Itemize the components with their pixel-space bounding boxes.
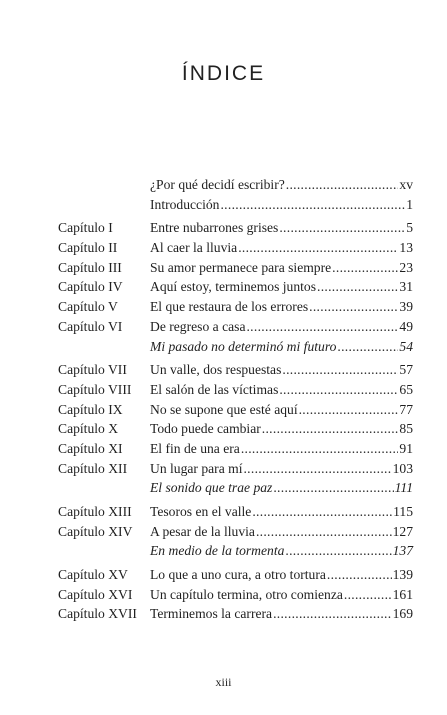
table-of-contents: [58, 175, 413, 624]
toc-entry-line: [150, 337, 413, 357]
toc-page-number: 85: [399, 421, 413, 437]
toc-entry-line: [150, 360, 413, 380]
toc-entry: [58, 195, 413, 215]
toc-entry: [58, 400, 413, 420]
toc-entry-title: Un valle, dos respuestas: [150, 362, 282, 378]
toc-entry-title: Su amor permanece para siempre: [150, 259, 332, 275]
toc-page-number: 137: [392, 543, 413, 559]
toc-entry-title: Al caer la lluvia: [150, 240, 238, 256]
toc-entry-line: [150, 218, 413, 238]
toc-page-number: 54: [399, 338, 413, 354]
toc-entry-line: [150, 419, 413, 439]
dot-leader: [285, 541, 391, 561]
dot-leader: [273, 478, 393, 498]
toc-page-number: 139: [392, 567, 413, 583]
dot-leader: [344, 585, 392, 605]
dot-leader: [282, 360, 398, 380]
toc-chapter-label: Capítulo X: [58, 421, 119, 437]
toc-entry-title: Mi pasado no determinó mi futuro: [150, 338, 337, 354]
toc-entry-line: [150, 380, 413, 400]
toc-entry-line: [150, 478, 413, 498]
toc-page-number: 1: [406, 196, 413, 212]
toc-entry-line: [150, 400, 413, 420]
toc-entry-line: [150, 459, 413, 479]
toc-entry-title: A pesar de la lluvia: [150, 523, 255, 539]
toc-page-number: 31: [399, 279, 413, 295]
toc-chapter-label: Capítulo XV: [58, 567, 128, 583]
toc-page-number: 103: [392, 460, 413, 476]
dot-leader: [262, 419, 399, 439]
toc-entry-line: [150, 297, 413, 317]
dot-leader: [243, 459, 391, 479]
toc-chapter-label: Capítulo XIV: [58, 523, 133, 539]
toc-page-number: 5: [406, 220, 413, 236]
toc-entry-title: El que restaura de los errores: [150, 299, 309, 315]
toc-entry-title: El fin de una era: [150, 440, 240, 456]
toc-page-number: 169: [392, 606, 413, 622]
toc-entry-title: ¿Por qué decidí escribir?: [150, 177, 285, 192]
toc-entry: [58, 317, 413, 337]
toc-entry: [58, 337, 413, 357]
toc-page-number: 23: [399, 259, 413, 275]
toc-entry: [58, 258, 413, 278]
toc-page-number: 91: [399, 440, 413, 456]
toc-entry-title: Un capítulo termina, otro comienza: [150, 586, 343, 602]
toc-entry: [58, 502, 413, 522]
dot-leader: [309, 297, 398, 317]
toc-entry: [58, 419, 413, 439]
toc-page-number: xv: [399, 177, 413, 192]
toc-entry-title: Tesoros en el valle: [150, 504, 252, 519]
toc-chapter-label: Capítulo VII: [58, 362, 127, 378]
toc-entry-title: Un lugar para mí: [150, 460, 243, 476]
toc-entry-line: [150, 502, 413, 522]
toc-chapter-label: Capítulo XI: [58, 440, 123, 456]
toc-entry-line: [150, 604, 413, 624]
toc-entry-line: [150, 565, 413, 585]
toc-page-number: 111: [394, 480, 413, 496]
toc-page-number: 161: [392, 586, 413, 602]
toc-entry-line: [150, 277, 413, 297]
toc-chapter-label: Capítulo IX: [58, 401, 123, 417]
dot-leader: [256, 522, 392, 542]
toc-entry-line: [150, 522, 413, 542]
toc-entry-line: [150, 238, 413, 258]
toc-entry: [58, 218, 413, 238]
toc-entry-line: [150, 541, 413, 561]
toc-entry-title: En medio de la tormenta: [150, 543, 285, 559]
toc-entry-line: [150, 585, 413, 605]
toc-entry-title: El sonido que trae paz: [150, 480, 273, 496]
dot-leader: [246, 317, 398, 337]
toc-chapter-label: Capítulo VI: [58, 318, 123, 334]
toc-entry-title: Todo puede cambiar: [150, 421, 261, 437]
dot-leader: [299, 400, 399, 420]
dot-leader: [279, 218, 405, 238]
toc-entry-line: [150, 175, 413, 195]
toc-entry-title: Lo que a uno cura, a otro tortura: [150, 567, 326, 583]
toc-entry-title: Entre nubarrones grises: [150, 220, 279, 236]
toc-page-number: 77: [399, 401, 413, 417]
toc-entry: [58, 439, 413, 459]
toc-entry: [58, 297, 413, 317]
toc-page-number: 127: [392, 523, 413, 539]
toc-entry-line: [150, 317, 413, 337]
toc-chapter-label: Capítulo IV: [58, 279, 123, 295]
dot-leader: [317, 277, 398, 297]
toc-entry-title: Introducción: [150, 196, 220, 212]
dot-leader: [220, 195, 405, 215]
dot-leader: [327, 565, 392, 585]
page-title: ÍNDICE: [181, 62, 266, 85]
toc-entry: [58, 541, 413, 561]
toc-entry: [58, 585, 413, 605]
toc-chapter-label: Capítulo XVII: [58, 606, 137, 622]
toc-page-number: 57: [399, 362, 413, 378]
dot-leader: [273, 604, 392, 624]
toc-entry: [58, 360, 413, 380]
toc-page-number: 115: [393, 504, 413, 519]
toc-chapter-label: Capítulo I: [58, 220, 113, 236]
toc-entry-line: [150, 439, 413, 459]
toc-entry-title: Terminemos la carrera: [150, 606, 273, 622]
toc-entry: [58, 175, 413, 195]
toc-entry: [58, 522, 413, 542]
toc-chapter-label: Capítulo V: [58, 299, 118, 315]
toc-entry: [58, 478, 413, 498]
toc-entry: [58, 604, 413, 624]
toc-chapter-label: Capítulo II: [58, 240, 118, 256]
toc-entry: [58, 238, 413, 258]
toc-chapter-label: Capítulo XIII: [58, 504, 132, 519]
toc-page-number: 39: [399, 299, 413, 315]
toc-entry: [58, 277, 413, 297]
toc-chapter-label: Capítulo XII: [58, 460, 128, 476]
toc-entry-title: El salón de las víctimas: [150, 381, 279, 397]
page-number: xiii: [215, 675, 232, 689]
dot-leader: [241, 439, 399, 459]
toc-entry: [58, 380, 413, 400]
dot-leader: [332, 258, 398, 278]
toc-chapter-label: Capítulo III: [58, 259, 122, 275]
toc-page-number: 13: [399, 240, 413, 256]
dot-leader: [286, 175, 399, 195]
toc-chapter-label: Capítulo XVI: [58, 586, 133, 602]
toc-chapter-label: Capítulo VIII: [58, 381, 132, 397]
toc-entry-line: [150, 258, 413, 278]
toc-entry: [58, 565, 413, 585]
dot-leader: [238, 238, 398, 258]
dot-leader: [337, 337, 398, 357]
toc-entry-title: De regreso a casa: [150, 318, 246, 334]
toc-page-number: 49: [399, 318, 413, 334]
toc-entry-line: [150, 195, 413, 215]
toc-entry: [58, 459, 413, 479]
toc-entry-title: Aquí estoy, terminemos juntos: [150, 279, 317, 295]
toc-page-number: 65: [399, 381, 413, 397]
toc-entry-title: No se supone que esté aquí: [150, 401, 298, 417]
dot-leader: [279, 380, 398, 400]
dot-leader: [252, 502, 392, 522]
